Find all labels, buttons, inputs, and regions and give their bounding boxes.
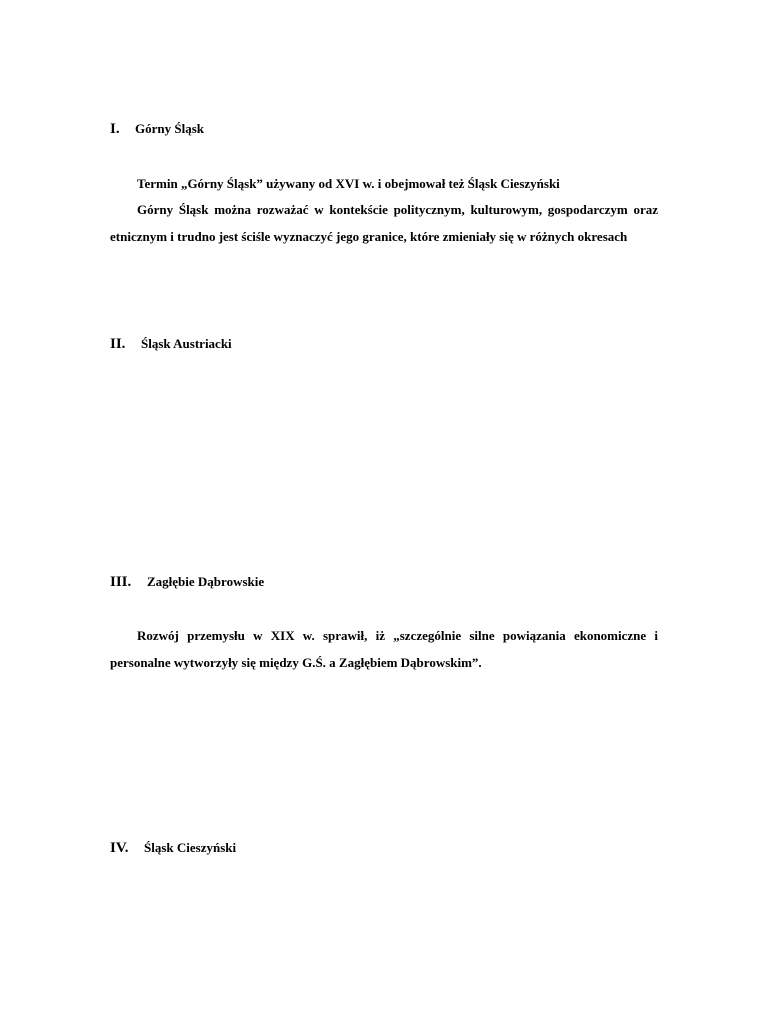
paragraph: Rozwój przemysłu w XIX w. sprawił, iż „szczególnie silne powiązania ekonomiczne i personalne wytworzyły się między G.Ś. a Zagłębiem Dąbrowskim”. (110, 628, 658, 670)
section-number: I. (110, 121, 120, 137)
paragraph: Górny Śląsk można rozważać w kontekście politycznym, kulturowym, gospodarczym oraz etnicznym i trudno jest ściśle wyznaczyć jego granice, które zmieniały się w różnych okresach (110, 202, 658, 244)
section-title: Śląsk Austriacki (141, 336, 232, 351)
section-heading-2 (110, 336, 232, 353)
section-heading-4 (110, 840, 236, 857)
paragraph: Termin „Górny Śląsk” używany od XVI w. i obejmował też Śląsk Cieszyński (137, 176, 560, 191)
section-number: II. (110, 336, 126, 352)
section-heading-3 (110, 574, 264, 591)
section-number: IV. (110, 840, 129, 856)
section-title: Zagłębie Dąbrowskie (147, 574, 265, 589)
section-heading-1 (110, 121, 204, 138)
section-title: Górny Śląsk (135, 121, 204, 136)
section-number: III. (110, 574, 132, 590)
section-title: Śląsk Cieszyński (144, 840, 237, 855)
